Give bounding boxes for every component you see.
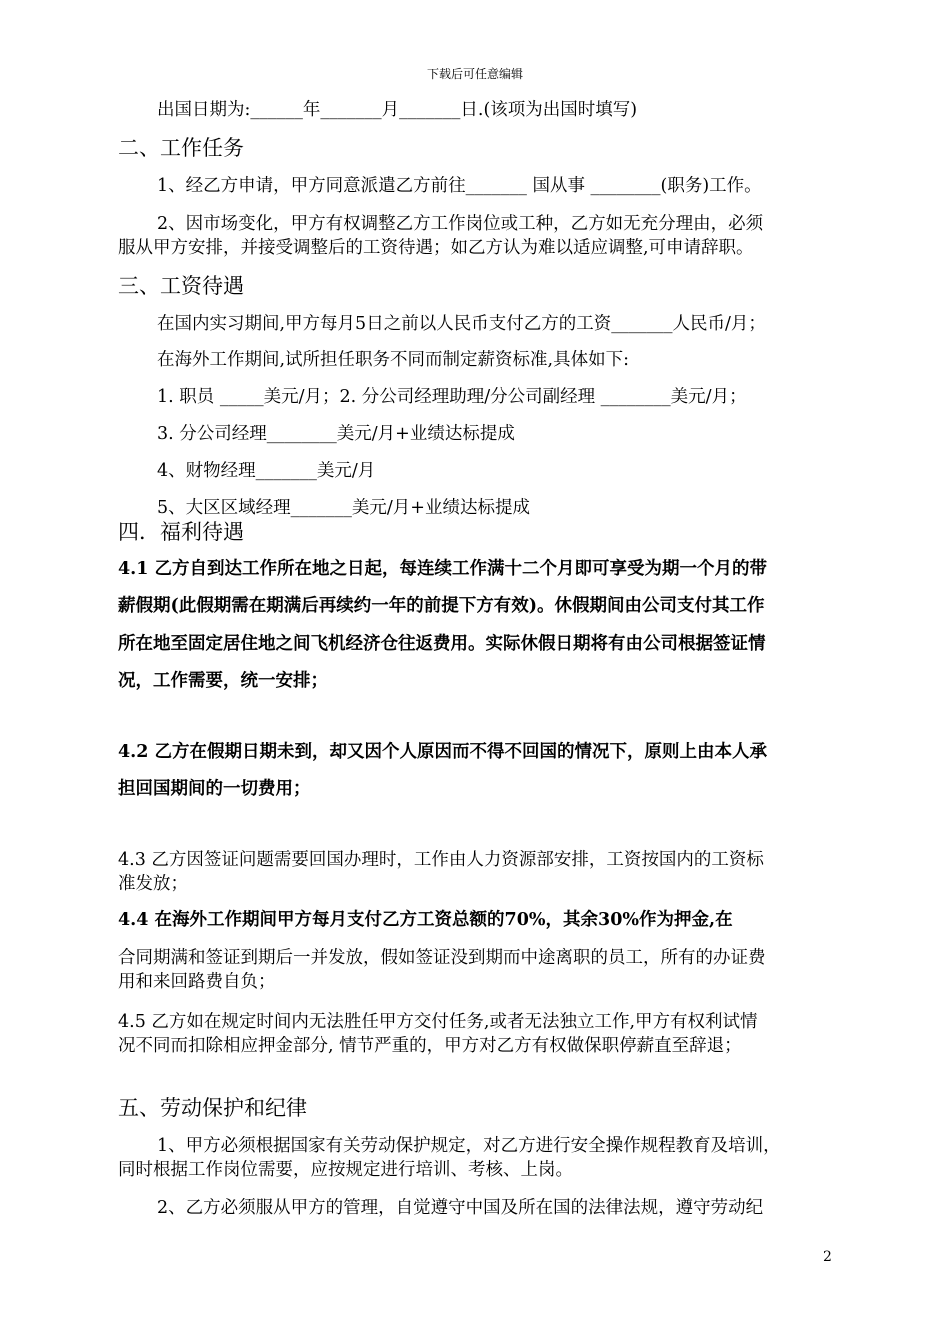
paragraph-line: 用和来回路费自负；: [118, 972, 276, 992]
section-heading-labor-protection: 五、劳动保护和纪律: [118, 1096, 307, 1120]
page-header: 下载后可任意编辑: [426, 67, 523, 81]
paragraph-line: 况，工作需要，统一安排；: [118, 671, 328, 691]
paragraph-line: 2、因市场变化，甲方有权调整乙方工作岗位或工种，乙方如无充分理由，必须: [157, 214, 764, 234]
page-number: 2: [823, 1249, 832, 1265]
departure-date-line: 出国日期为:______年_______月_______日.(该项为出国时填写): [157, 100, 638, 120]
paragraph-line: 准发放；: [118, 874, 188, 894]
paragraph-line: 所在地至固定居住地之间飞机经济仓往返费用。实际休假日期将有由公司根据签证情: [118, 634, 766, 654]
paragraph-line: 4.3 乙方因签证问题需要回国办理时，工作由人力资源部安排，工资按国内的工资标: [118, 850, 764, 870]
paragraph-line: 4.2 乙方在假期日期未到，却又因个人原因而不得不回国的情况下，原则上由本人承: [118, 742, 768, 762]
paragraph-line: 4.5 乙方如在规定时间内无法胜任甲方交付任务,或者无法独立工作,甲方有权利试情: [118, 1012, 758, 1032]
paragraph-line: 4.1 乙方自到达工作所在地之日起，每连续工作满十二个月即可享受为期一个月的带: [118, 559, 768, 579]
section-heading-salary: 三、工资待遇: [118, 274, 244, 298]
paragraph-line: 1、经乙方申请，甲方同意派遣乙方前往_______ 国从事 ________(职务)工作。: [157, 176, 762, 196]
salary-item: 5、大区区域经理_______美元/月+业绩达标提成: [157, 498, 530, 518]
paragraph-line: 1、甲方必须根据国家有关劳动保护规定，对乙方进行安全操作规程教育及培训，: [157, 1136, 781, 1156]
paragraph-line: 在海外工作期间,试所担任职务不同而制定薪资标准,具体如下:: [157, 350, 630, 370]
paragraph-line: 担回国期间的一切费用；: [118, 779, 311, 799]
paragraph-line: 合同期满和签证到期后一并发放，假如签证没到期而中途离职的员工，所有的办证费: [118, 948, 766, 968]
paragraph-line: 服从甲方安排，并接受调整后的工资待遇；如乙方认为难以适应调整,可申请辞职。: [118, 238, 754, 258]
salary-item: 4、财物经理_______美元/月: [157, 461, 376, 481]
section-heading-work-tasks: 二、工作任务: [118, 136, 244, 160]
salary-item: 1. 职员 _____美元/月；2. 分公司经理助理/分公司副经理 ________美元/月；: [157, 387, 747, 407]
paragraph-line: 况不同而扣除相应押金部分, 情节严重的，甲方对乙方有权做保职停薪直至辞退；: [118, 1036, 742, 1056]
section-heading-benefits: 四．福利待遇: [118, 520, 244, 544]
salary-item: 3. 分公司经理________美元/月+业绩达标提成: [157, 424, 515, 444]
paragraph-line: 薪假期(此假期需在期满后再续约一年的前提下方有效)。休假期间由公司支付其工作: [118, 596, 765, 616]
paragraph-line: 2、乙方必须服从甲方的管理，自觉遵守中国及所在国的法律法规，遵守劳动纪: [157, 1198, 764, 1218]
paragraph-line: 同时根据工作岗位需要，应按规定进行培训、考核、上岗。: [118, 1160, 573, 1180]
paragraph-line: 4.4 在海外工作期间甲方每月支付乙方工资总额的70%，其余30%作为押金,在: [118, 910, 733, 930]
paragraph-line: 在国内实习期间,甲方每月5日之前以人民币支付乙方的工资_______人民币/月；: [157, 314, 766, 334]
